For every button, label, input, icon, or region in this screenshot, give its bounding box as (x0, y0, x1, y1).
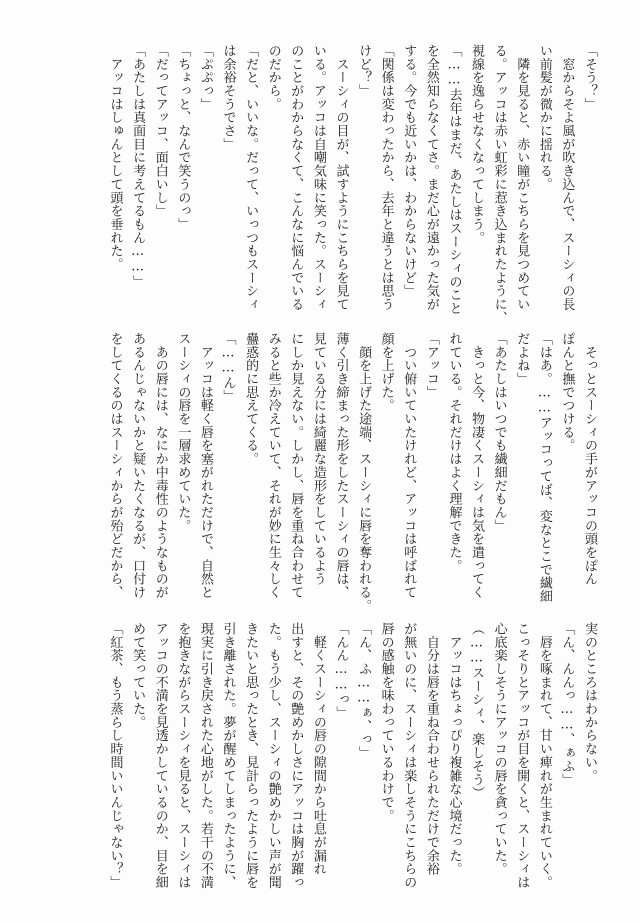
text-line: そっとスーシィの手がアッコの頭をぽん (582, 332, 597, 586)
text-line: れている。それだけはよく理解できた。 (446, 332, 462, 573)
text-line: 顔を上げた。 (378, 332, 394, 413)
text-line: 出すと、その艶めかしさにアッコは胸が躍っ (288, 622, 304, 889)
text-line: 「ん、んんっ……、ぁふ」 (559, 622, 575, 787)
text-line: た。もう少し、スーシィの艶めかしい声が聞 (265, 622, 281, 889)
text-line: 唇を啄まれて、甘い痺れが生まれていく。 (536, 622, 552, 889)
text-line: 「ぷぷっ」 (197, 44, 213, 111)
text-line: みると些か冷えていて、それが妙に生々しく (265, 332, 281, 599)
text-line: い前髪が微かに揺れる。 (536, 44, 552, 191)
text-line: アッコはしゅんとして頭を垂れた。 (107, 44, 123, 271)
text-line: 「関係は変わったから、去年と違うとは思う (378, 44, 394, 311)
text-line: 窓からそよ風が吹き込んで、スーシィの長 (559, 44, 575, 311)
text-line: 「……ん」 (220, 332, 236, 403)
text-line: 「……去年はまだ、あたしはスーシィのこと (446, 44, 462, 315)
text-block-middle (103, 332, 600, 613)
text-line: ぽんと撫でつける。 (559, 332, 575, 453)
text-line: 「ん、ふ……ぁ、っ」 (356, 622, 372, 760)
text-line: アッコの不満を見透かしているのか、目を細 (152, 622, 168, 889)
text-block-bottom (103, 622, 600, 892)
text-block-top (103, 44, 600, 325)
text-line: 「んん……っ」 (333, 622, 349, 720)
text-line: 「だってアッコ、面白いし」 (152, 44, 168, 218)
text-line: 「あたしは真面目に考えてるもん……」 (130, 44, 146, 289)
text-line: 蠱惑的に思えてくる。 (243, 332, 259, 466)
text-line: 「アッコ」 (423, 332, 439, 399)
text-line: 薄く引き締まった形をしたスーシィの唇は、 (333, 332, 349, 599)
text-line: 「そう？」 (582, 44, 597, 111)
text-line: 隣を見ると、赤い瞳がこちらを見つめてい (514, 44, 530, 311)
text-line: きたいと思ったとき、見計らったように唇を (243, 622, 259, 889)
text-line: アッコはちょっぴり複雑な心境だった。 (446, 622, 462, 876)
text-line: 見ている分には綺麗な造形をしているよう (310, 332, 326, 586)
text-line: 顔を上げた途端、スーシィに唇を奪われる。 (356, 332, 372, 613)
text-line: あるんじゃないかと疑いたくなるが、口付け (130, 332, 146, 599)
text-line: をしてくるのはスーシィからが殆どだから、 (107, 332, 123, 599)
text-line: スーシィの唇を一層求めていた。 (175, 332, 191, 533)
text-line: だよね」 (514, 332, 530, 386)
text-line: る。アッコは赤い虹彩に惹き込まれたように、 (491, 44, 507, 325)
text-line: 引き離された。夢が醒めてしまったように、 (220, 622, 236, 889)
text-line: きっと今、物凄くスーシィは気を遣ってく (469, 332, 485, 599)
text-line: 現実に引き戻された心地がした。若干の不満 (197, 622, 213, 889)
text-line: 視線を逸らせなくなってしまう。 (469, 44, 485, 245)
text-line: 「あたしはいつでも繊細だもん」 (491, 332, 507, 533)
text-line: こっそりとアッコが目を開くと、スーシィは (514, 622, 530, 889)
text-line: 「紅茶、もう蒸らし時間いいんじゃない？」 (107, 622, 123, 889)
text-line: 自分は唇を重ね合わせられただけで余裕 (423, 622, 439, 876)
text-line: のだから。 (265, 44, 281, 111)
text-line: を抱きながらスーシィを見ると、スーシィは (175, 622, 191, 889)
text-line: スーシィの目が、試すようにこちらを見て (333, 44, 349, 311)
text-line: が無いのに、スーシィは楽しそうにこちらの (401, 622, 417, 889)
text-line: 実のところはわからない。 (582, 622, 597, 783)
text-line: のことがわからなくて、こんなに悩んでいる (288, 44, 304, 311)
text-line: アッコは軽く唇を塞がれただけで、自然と (197, 332, 213, 599)
text-line: を全然知らなくてさ。まだ心が遠かった気が (423, 44, 439, 311)
text-line: は余裕そうでさ」 (220, 44, 236, 151)
text-line: 「だと、いいな。だって、いっつもスーシィ (243, 44, 259, 311)
text-line: 心底楽しそうにアッコの唇を貪っていた。 (491, 622, 507, 876)
text-line: いる。アッコは自嘲気味に笑った。スーシィ (310, 44, 326, 311)
text-line: つい俯いていたけれど、アッコは呼ばれて (401, 332, 417, 599)
text-line: する。今でも近いかは、わからないけど」 (401, 44, 417, 298)
text-line: けど？」 (356, 44, 372, 98)
text-line: 「はあ。……アッコってば、変なとこで繊細 (536, 332, 552, 603)
text-line: めて笑っていた。 (130, 622, 146, 729)
text-line: 軽くスーシィの唇の隙間から吐息が漏れ (310, 622, 326, 876)
text-line: （……スーシィ、楽しそう） (469, 622, 485, 800)
text-line: あの唇には、なにか中毒性のようなものが (152, 332, 168, 599)
text-line: 唇の感触を味わっているわけで。 (378, 622, 394, 823)
text-line: にしか見えない。しかし、唇を重ね合わせて (288, 332, 304, 599)
text-line: 「ちょっと、なんで笑うのっ」 (175, 44, 191, 231)
